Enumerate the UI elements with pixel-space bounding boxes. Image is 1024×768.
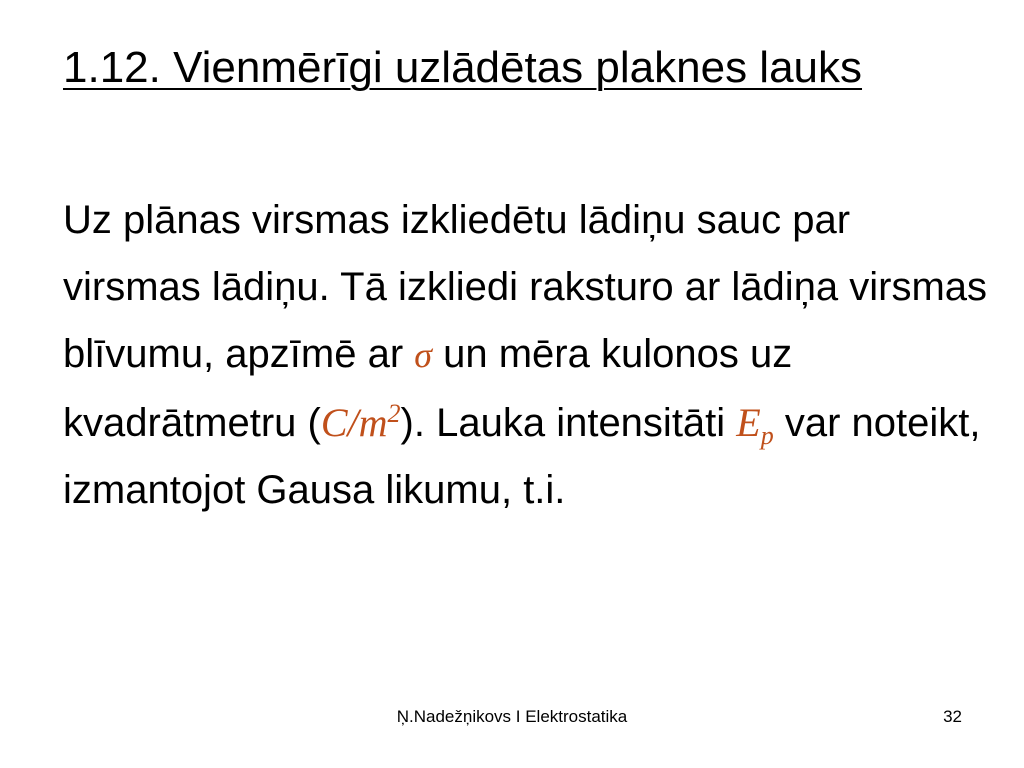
footer-author: Ņ.Nadežņikovs I Elektrostatika xyxy=(396,707,628,726)
unit-expression xyxy=(321,400,401,445)
slide-body-text xyxy=(63,187,993,524)
page-number: 32 xyxy=(943,707,962,726)
slide-title: 1.12. Vienmērīgi uzlādētas plaknes lauks xyxy=(63,43,863,92)
body-text-part-4: var noteikt, izmantojot Gausa likumu, t.i. xyxy=(63,401,981,512)
field-symbol xyxy=(736,400,774,450)
field-symbol-letter: E xyxy=(736,400,761,445)
body-text-part-1: Uz plānas virsmas izkliedētu lādiņu sauc par virsmas lādiņu. Tā izkliedi raksturo ar lādiņa virsmas blīvumu, apzīmē ar xyxy=(63,198,988,376)
unit-base: C/m xyxy=(320,400,388,445)
field-symbol-subscript: p xyxy=(760,421,774,450)
unit-exponent: 2 xyxy=(387,399,401,428)
sigma-symbol: σ xyxy=(414,335,433,375)
body-text-part-2: un mēra kulonos uz kvadrātmetru ( xyxy=(63,332,793,445)
body-text-part-3: ). Lauka intensitāti xyxy=(400,401,737,445)
